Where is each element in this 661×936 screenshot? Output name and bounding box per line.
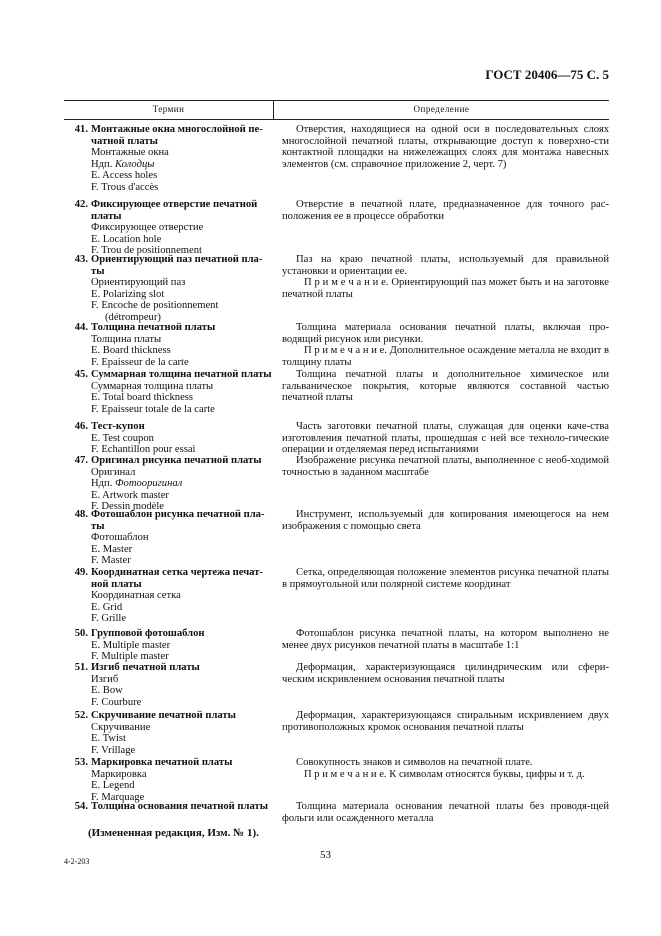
term-synonym <box>64 334 274 346</box>
term-title <box>64 254 274 266</box>
term-synonym <box>64 685 274 697</box>
term-synonym <box>64 392 274 404</box>
term-number: 44. <box>74 322 88 333</box>
term-title <box>64 322 274 334</box>
term-cell <box>64 509 274 567</box>
term-synonym <box>64 222 274 234</box>
definition-text: Деформация, характеризующаяся спиральным искривлением двух противоположных кромок основания печатной платы <box>282 710 609 733</box>
term-title <box>64 455 274 467</box>
definition-text: Толщина материала основания печатной платы без проводя-щей фольги или осажденного металла <box>282 801 609 824</box>
definition-cell <box>282 801 609 824</box>
term-title <box>64 421 274 433</box>
term-title <box>64 509 274 521</box>
term-title-text: Фотошаблон рисунка печатной пла- <box>91 509 265 520</box>
note-label: П р и м е ч а н и е. <box>304 345 387 356</box>
synonym-text: (détrompeur) <box>105 311 161 323</box>
definition-text: Фотошаблон рисунка печатной платы, на котором выполнено не менее двух рисунков печатной платы в масштабе 1:1 <box>282 628 609 651</box>
definition-cell <box>282 628 609 651</box>
term-title <box>64 567 274 579</box>
term-number: 53. <box>74 757 88 768</box>
synonym-text: F. Grille <box>91 613 127 624</box>
synonym-text: Монтажные окна <box>91 147 169 158</box>
synonym-text: E. Multiple master <box>91 639 171 651</box>
definition-text: Отверстие в печатной плате, предназначенное для точного рас-положения ее в процессе обработки <box>282 199 609 222</box>
term-title <box>64 801 274 813</box>
definition-text: Изображение рисунка печатной платы, выполненное с необ-ходимой точностью в заданном масштабе <box>282 455 609 478</box>
synonym-text: E. Grid <box>91 601 123 613</box>
term-title-text: Тест-купон <box>91 421 145 432</box>
term-title-text: Маркировка печатной платы <box>91 757 233 768</box>
synonym-text: F. Master <box>91 555 131 566</box>
synonym-text: F. Epaisseur de la carte <box>91 356 189 368</box>
synonym-text: F. Echantillon pour essai <box>91 444 196 455</box>
term-title-text: Изгиб печатной платы <box>91 662 200 673</box>
column-header-definition: Определение <box>413 104 470 114</box>
term-title-cont <box>64 521 274 533</box>
term-title-cont <box>64 211 274 223</box>
term-number: 50. <box>74 628 88 639</box>
term-number: 41. <box>74 124 88 135</box>
note-text: К символам относятся буквы, цифры и т. д. <box>386 768 585 780</box>
term-title <box>64 369 274 381</box>
synonym-text: F. Vrillage <box>91 744 136 756</box>
synonym-text: F. Marquage <box>91 791 145 803</box>
table-header <box>64 100 609 120</box>
term-synonym <box>64 651 274 663</box>
term-synonym <box>64 467 274 479</box>
term-title-text: чатной платы <box>91 135 158 147</box>
note-text: Дополнительное осаждение металла не входит в толщину платы <box>282 345 610 368</box>
term-cell <box>64 254 274 323</box>
term-synonym <box>64 769 274 781</box>
term-title-text: ной платы <box>91 578 142 590</box>
synonym-text: Координатная сетка <box>91 590 181 601</box>
definition-text: Сетка, определяющая положение элементов рисунка печатной платы в прямоугольной или полярной системе координат <box>282 567 609 590</box>
term-number: 42. <box>74 199 88 210</box>
definition-text: Деформация, характеризующаяся цилиндрическим или сфери-ческим искривлением основания печатной платы <box>282 662 609 685</box>
synonym-text: E. Artwork master <box>91 489 169 501</box>
edition-note: (Измененная редакция, Изм. № 1). <box>88 827 259 839</box>
term-number: 46. <box>74 421 88 432</box>
print-code: 4-2-203 <box>64 857 90 866</box>
term-synonym <box>64 532 274 544</box>
term-cell <box>64 757 274 803</box>
term-synonym <box>64 555 274 567</box>
term-synonym <box>64 613 274 625</box>
synonym-prefix: Ндп. <box>91 158 116 170</box>
term-cell <box>64 322 274 368</box>
term-synonym <box>64 640 274 652</box>
term-title <box>64 710 274 722</box>
term-synonym <box>64 733 274 745</box>
term-synonym <box>64 234 274 246</box>
synonym-text: E. Legend <box>91 780 135 791</box>
term-synonym <box>64 182 274 194</box>
term-title-text: Групповой фотошаблон <box>91 628 205 639</box>
term-cell <box>64 662 274 708</box>
term-synonym <box>64 745 274 757</box>
definition-note <box>282 277 609 300</box>
term-cell <box>64 455 274 513</box>
definition-text: Часть заготовки печатной платы, служащая для оценки каче-ства изготовления печатной платы, прошедшая с ней все техноло-гические операции и отделяемая перед испытаниями <box>282 421 609 455</box>
synonym-text: F. Courbure <box>91 696 142 708</box>
synonym-text: F. Trous d'accès <box>91 181 159 193</box>
term-synonym <box>64 780 274 792</box>
term-title-cont <box>64 266 274 278</box>
synonym-prefix: Ндп. <box>91 478 116 489</box>
synonym-text: Фиксирующее отверстие <box>91 222 204 233</box>
term-title <box>64 199 274 211</box>
definition-text: Толщина печатной платы и дополнительное химическое или гальваническое покрытия, которые являются составной частью печатной платы <box>282 369 609 403</box>
term-title-text: Координатная сетка чертежа печат- <box>91 567 263 578</box>
term-title-text: ты <box>91 265 105 277</box>
synonym-text: F. Epaisseur totale de la carte <box>91 403 215 415</box>
term-synonym <box>64 433 274 445</box>
term-title-text: Скручивание печатной платы <box>91 710 236 721</box>
term-number: 48. <box>74 509 88 520</box>
term-cell <box>64 124 274 193</box>
term-title-text: Монтажные окна многослойной пе- <box>91 124 263 135</box>
synonym-text: E. Twist <box>91 733 126 744</box>
term-title-text: ты <box>91 520 105 532</box>
term-title <box>64 662 274 674</box>
term-title-cont <box>64 579 274 591</box>
term-synonym <box>64 490 274 502</box>
page-number: 53 <box>320 849 331 861</box>
term-synonym <box>64 602 274 614</box>
term-number: 51. <box>74 662 88 673</box>
term-cell <box>64 801 274 813</box>
synonym-text: F. Dessin modèle <box>91 501 165 512</box>
definition-cell <box>282 662 609 685</box>
term-title-text: платы <box>91 210 122 222</box>
term-synonym <box>64 381 274 393</box>
definition-text: Толщина материала основания печатной платы, включая про-водящий рисунок или рисунки. <box>282 322 609 345</box>
synonym-text: E. Total board thickness <box>91 392 194 403</box>
definition-note <box>282 769 609 781</box>
synonym-text: F. Trou de positionnement <box>91 245 202 256</box>
term-number: 49. <box>74 567 88 578</box>
synonym-text: E. Test coupon <box>91 432 154 444</box>
term-title-text: Фиксирующее отверстие печатной <box>91 199 258 210</box>
synonym-text: Толщина платы <box>91 333 162 345</box>
note-label: П р и м е ч а н и е. <box>304 768 387 780</box>
term-synonym <box>64 357 274 369</box>
term-number: 45. <box>74 369 88 380</box>
definition-cell <box>282 421 609 456</box>
definition-cell <box>282 199 609 222</box>
term-title-cont <box>64 136 274 148</box>
definition-cell <box>282 509 609 532</box>
synonym-text: Скручивание <box>91 721 151 733</box>
term-synonym <box>64 544 274 556</box>
term-synonym <box>64 674 274 686</box>
column-header-term: Термин <box>152 104 185 114</box>
definition-cell <box>282 124 609 170</box>
synonym-text: F. Encoche de positionnement <box>91 300 219 311</box>
synonym-text: Фотооригинал <box>115 478 183 489</box>
synonym-text: E. Bow <box>91 685 123 696</box>
term-synonym <box>64 170 274 182</box>
term-synonym <box>64 159 274 171</box>
term-cell <box>64 710 274 756</box>
definition-text: Инструмент, используемый для копирования имеющегося на нем изображения с помощью света <box>282 509 609 532</box>
synonym-text: Маркировка <box>91 768 147 780</box>
definition-cell <box>282 567 609 590</box>
definition-cell <box>282 710 609 733</box>
synonym-text: Ориентирующий паз <box>91 277 186 288</box>
term-synonym <box>64 345 274 357</box>
synonym-text: E. Location hole <box>91 233 162 245</box>
synonym-text: F. Multiple master <box>91 651 169 662</box>
definition-cell <box>282 369 609 404</box>
synonym-text: Колодцы <box>115 158 155 170</box>
term-synonym <box>64 300 274 312</box>
definition-cell <box>282 254 609 300</box>
term-cell <box>64 628 274 663</box>
term-cell <box>64 567 274 625</box>
term-title <box>64 757 274 769</box>
term-synonym <box>64 697 274 709</box>
term-cell <box>64 199 274 257</box>
term-synonym <box>64 478 274 490</box>
note-text: Ориентирующий паз может быть и на заготовке печатной платы <box>282 277 609 300</box>
definition-text: Паз на краю печатной платы, используемый для правильной установки и ориентации ее. <box>282 254 609 277</box>
term-number: 43. <box>74 254 88 265</box>
definition-cell <box>282 757 609 780</box>
term-number: 54. <box>74 801 88 812</box>
term-synonym <box>64 722 274 734</box>
definition-text: Совокупность знаков и символов на печатной плате. <box>296 757 533 768</box>
term-title <box>64 124 274 136</box>
term-cell <box>64 421 274 456</box>
term-title-text: Толщина основания печатной платы <box>91 801 268 812</box>
term-synonym <box>64 147 274 159</box>
term-synonym <box>64 277 274 289</box>
page-header-title: ГОСТ 20406—75 С. 5 <box>485 67 609 82</box>
term-synonym <box>64 404 274 416</box>
term-title-text: Толщина печатной платы <box>91 322 216 333</box>
synonym-text: E. Board thickness <box>91 345 171 356</box>
term-title-text: Ориентирующий паз печатной пла- <box>91 254 263 265</box>
term-number: 47. <box>74 455 88 466</box>
definition-cell <box>282 455 609 478</box>
synonym-text: Суммарная толщина платы <box>91 380 214 392</box>
term-title-text: Суммарная толщина печатной платы <box>91 369 272 380</box>
synonym-text: Оригинал <box>91 466 136 478</box>
synonym-text: Изгиб <box>91 673 119 685</box>
term-title-text: Оригинал рисунка печатной платы <box>91 455 262 466</box>
synonym-text: E. Access holes <box>91 170 158 181</box>
term-synonym <box>64 289 274 301</box>
term-title <box>64 628 274 640</box>
definition-cell <box>282 322 609 368</box>
note-label: П р и м е ч а н и е. <box>304 277 389 288</box>
term-synonym <box>64 590 274 602</box>
synonym-text: E. Polarizing slot <box>91 288 165 300</box>
term-synonym <box>64 444 274 456</box>
term-number: 52. <box>74 710 88 721</box>
definition-text: Отверстия, находящиеся на одной оси в последовательных слоях многослойной печатной платы, открывающие доступ к поверхно-сти контактной площадки на нижележащих слоях для монтажа навесных элементов (см. справочное приложение 2, черт. 7) <box>282 124 609 170</box>
term-cell <box>64 369 274 415</box>
synonym-text: Фотошаблон <box>91 532 149 543</box>
synonym-text: E. Master <box>91 543 133 555</box>
definition-note <box>282 345 609 368</box>
